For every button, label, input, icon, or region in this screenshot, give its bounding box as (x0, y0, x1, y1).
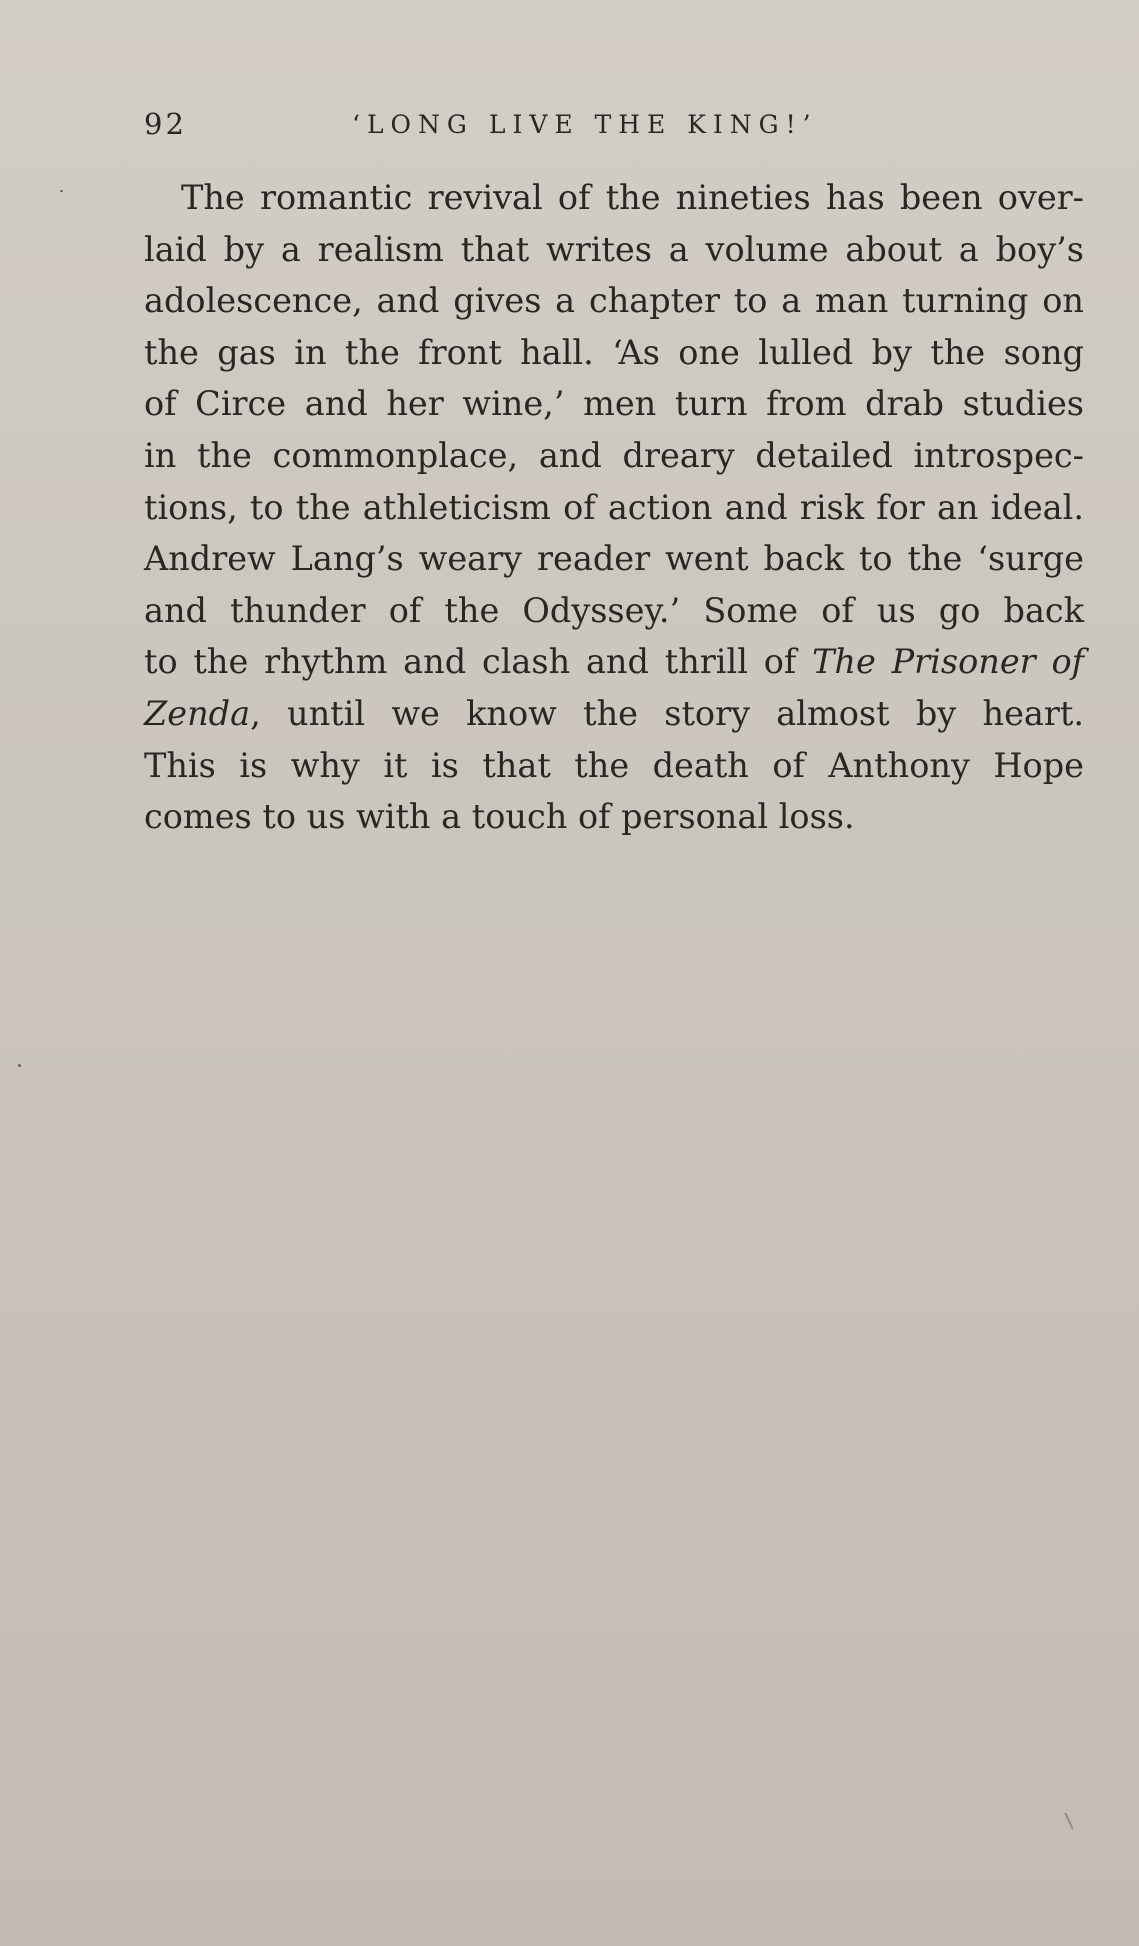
text-line: in the commonplace, and dreary detailed introspec- (144, 435, 1084, 475)
italic-title: The Prisoner of (812, 642, 1085, 682)
text-line: laid by a realism that writes a volume about a boy’s (144, 229, 1084, 269)
text-segment: , until we know the story almost by heart. (250, 693, 1084, 733)
running-head (144, 107, 1084, 147)
italic-title: Zenda (144, 693, 251, 733)
text-line: comes to us with a touch of personal loss. (144, 797, 855, 837)
text-line: of Circe and her wine,’ men turn from drab studies (144, 384, 1084, 424)
text-line: This is why it is that the death of Anthony Hope (144, 745, 1084, 785)
text-segment: to the rhythm and clash and thrill of (144, 642, 813, 682)
text-line: Andrew Lang’s weary reader went back to the ‘surge (144, 539, 1084, 579)
text-line: and thunder of the Odyssey.’ Some of us go back (144, 590, 1084, 630)
text-line: The romantic revival of the nineties has been over- (181, 178, 1084, 217)
text-line: tions, to the athleticism of action and risk for an ideal. (144, 487, 1084, 527)
page-number: 92 (144, 107, 187, 141)
text-line (144, 688, 1084, 740)
paper-speck (60, 190, 63, 192)
body-paragraph (144, 172, 1084, 843)
paper-speck (18, 1064, 21, 1067)
text-line: the gas in the front hall. ‘As one lulled by the song (144, 332, 1084, 372)
text-line: adolescence, and gives a chapter to a man turning on (144, 281, 1084, 321)
running-head-title: ‘LONG LIVE THE KING!’ (352, 110, 818, 139)
paper-speck (1064, 1812, 1073, 1829)
text-line (144, 636, 1084, 688)
